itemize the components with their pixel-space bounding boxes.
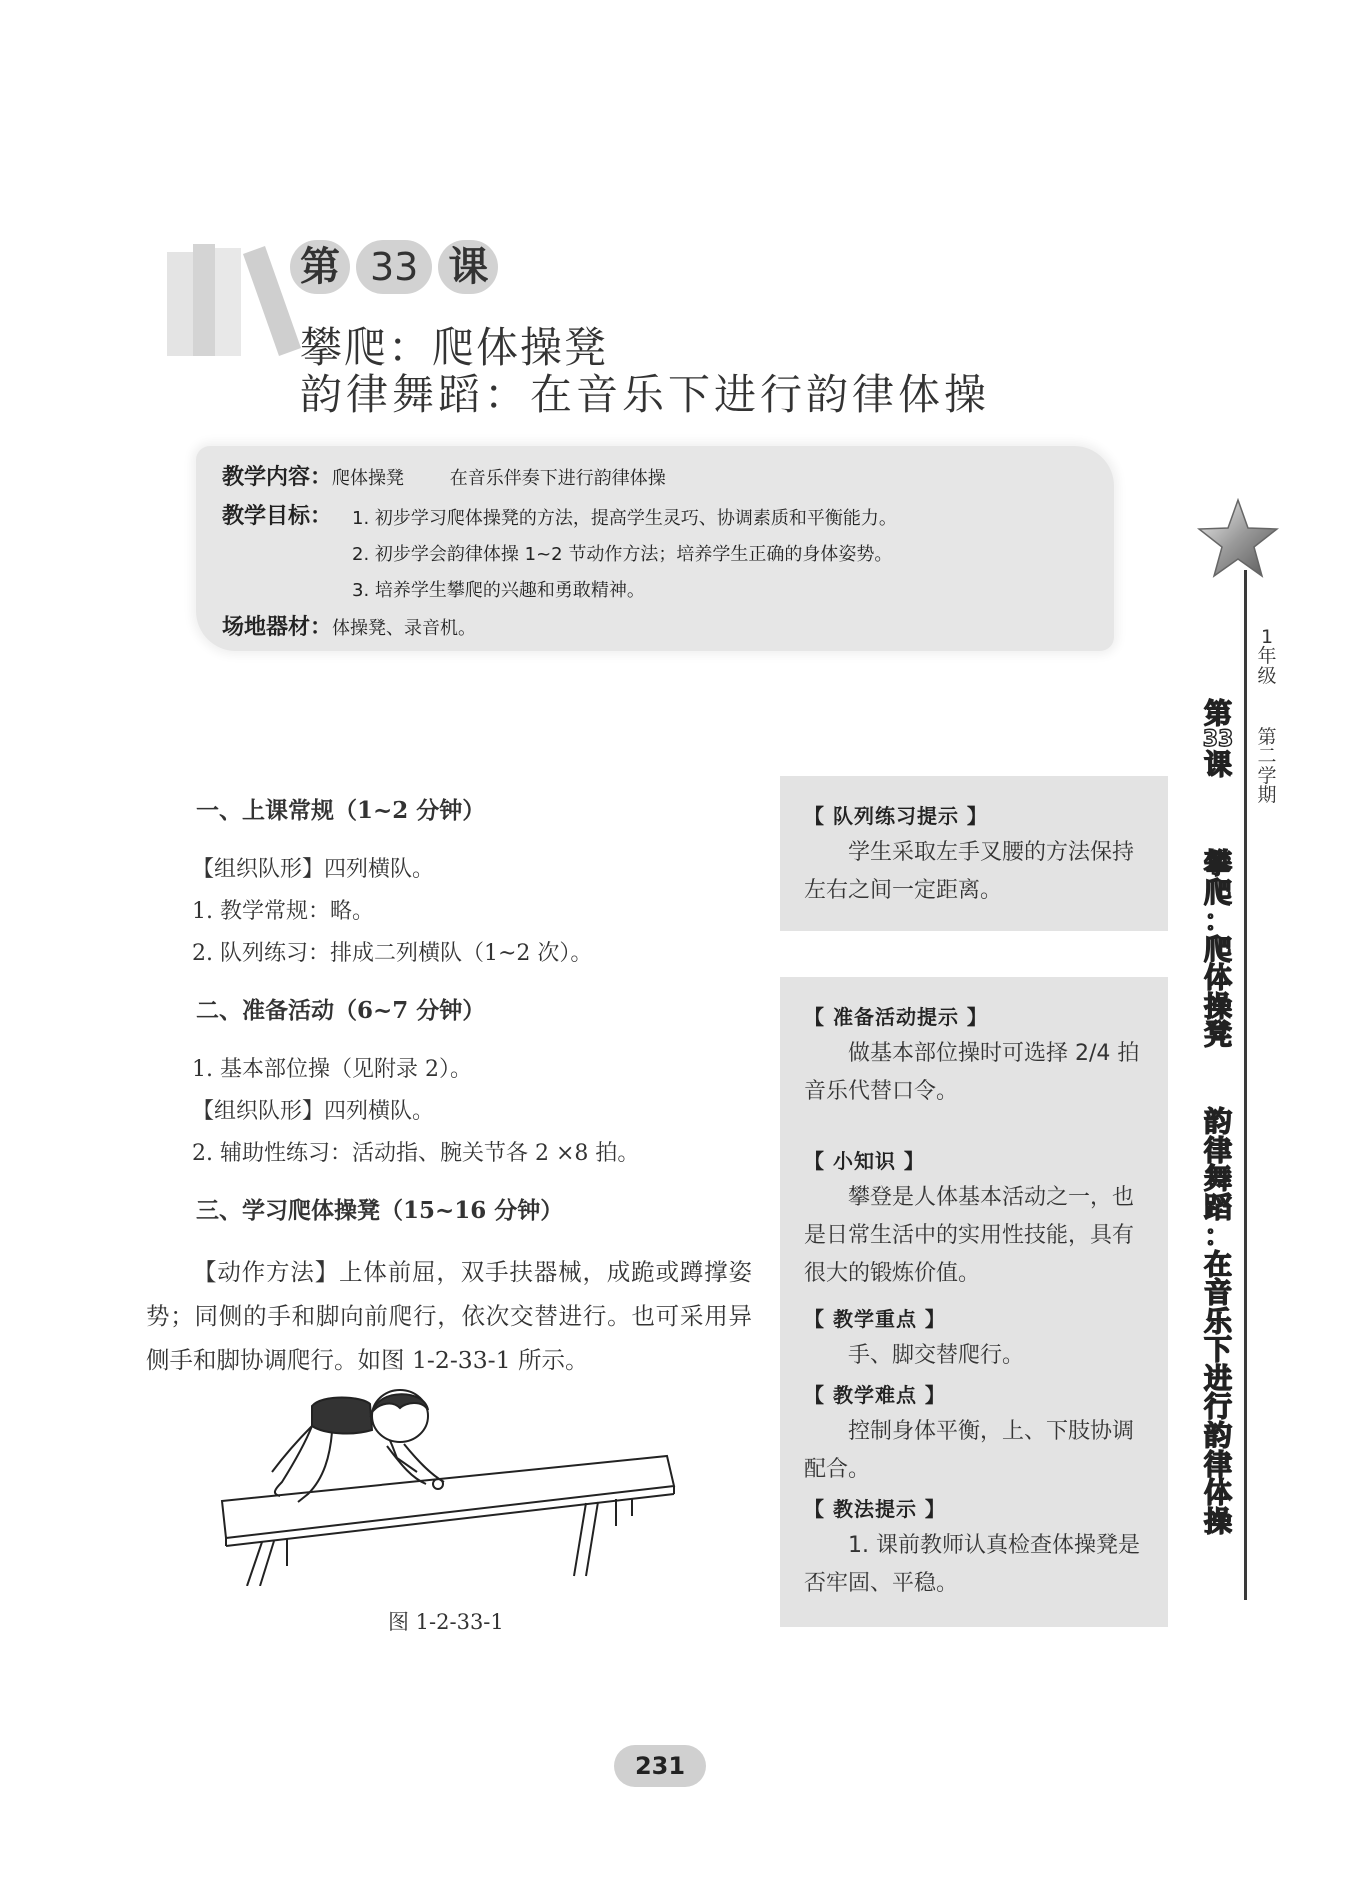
side-char: 年 xyxy=(1257,645,1277,668)
side-char: 进 xyxy=(1203,1361,1232,1395)
section1-line3: 2. 队列练习：排成二列横队（1~2 次）。 xyxy=(192,941,593,966)
side-char: 33 xyxy=(1202,726,1234,752)
bench-crawl-illustration xyxy=(212,1386,682,1586)
side-char: 课 xyxy=(1203,747,1232,781)
lesson-title-line2: 韵律舞蹈：在音乐下进行韵律体操 xyxy=(300,370,991,419)
equipment-value: 体操凳、录音机。 xyxy=(332,618,477,639)
goal-3: 3. 培养学生攀爬的兴趣和勇敢精神。 xyxy=(352,580,645,601)
section2-line2: 【组织队形】四列横队。 xyxy=(192,1099,435,1124)
side-char: 爬 xyxy=(1203,875,1232,909)
side-char: ： xyxy=(1203,904,1232,938)
section1-line2: 1. 教学常规：略。 xyxy=(192,899,374,924)
side-char: 爬 xyxy=(1203,932,1232,966)
side-char: 乐 xyxy=(1203,1304,1232,1338)
goals-label: 教学目标： xyxy=(222,504,333,529)
side-char: 学 xyxy=(1257,764,1277,787)
side-char: 韵 xyxy=(1203,1105,1232,1138)
note3-text: 攀登是人体基本活动之一，也是日常生活中的实用性技能，具有很大的锻炼价值。 xyxy=(804,1185,1135,1286)
section2-line1: 1. 基本部位操（见附录 2）。 xyxy=(192,1057,472,1082)
note2-text: 做基本部位操时可选择 2/4 拍音乐代替口令。 xyxy=(804,1041,1140,1104)
note6-text: 1. 课前教师认真检查体操凳是否牢固、平稳。 xyxy=(804,1533,1140,1596)
equipment-label: 场地器材： xyxy=(222,615,333,640)
side-char: ： xyxy=(1203,1219,1232,1253)
side-char: 凳 xyxy=(1203,1018,1232,1052)
note5-text: 控制身体平衡，上、下肢协调配合。 xyxy=(804,1419,1135,1482)
lesson-suffix: 课 xyxy=(438,240,498,294)
goal-1: 1. 初步学习爬体操凳的方法，提高学生灵巧、协调素质和平衡能力。 xyxy=(352,508,897,529)
note5-heading: 【 教学难点 】 xyxy=(804,1383,946,1407)
note-box-main xyxy=(780,977,1168,1627)
lesson-number-badge xyxy=(290,240,498,294)
side-char: 第 xyxy=(1203,697,1232,730)
side-char: 韵 xyxy=(1203,1419,1232,1453)
side-char: 操 xyxy=(1203,1504,1232,1538)
side-char: 下 xyxy=(1203,1333,1232,1367)
side-lesson-label xyxy=(1199,697,1237,781)
side-char: 体 xyxy=(1203,961,1232,995)
note4-heading: 【 教学重点 】 xyxy=(804,1307,946,1331)
side-char: 操 xyxy=(1203,989,1232,1023)
section2-heading: 二、准备活动（6~7 分钟） xyxy=(196,997,486,1024)
side-semester-label xyxy=(1254,728,1280,806)
note3-heading: 【 小知识 】 xyxy=(804,1149,925,1173)
side-char: 1 xyxy=(1260,626,1274,648)
side-char: 级 xyxy=(1257,664,1277,687)
side-char: 二 xyxy=(1257,745,1277,768)
note2-heading: 【 准备活动提示 】 xyxy=(804,1005,988,1029)
goal-2: 2. 初步学会韵律体操 1~2 节动作方法；培养学生正确的身体姿势。 xyxy=(352,544,893,565)
content-value: 爬体操凳 在音乐伴奏下进行韵律体操 xyxy=(332,468,666,489)
note-box-formation xyxy=(780,776,1168,931)
note1-text: 学生采取左手叉腰的方法保持左右之间一定距离。 xyxy=(804,840,1135,903)
side-char: 攀 xyxy=(1203,847,1232,880)
page-number: 231 xyxy=(614,1745,706,1787)
note4-text: 手、脚交替爬行。 xyxy=(848,1343,1025,1368)
figure-caption: 图 1-2-33-1 xyxy=(388,1610,504,1634)
side-char: 第 xyxy=(1257,726,1277,748)
side-vertical-rule xyxy=(1244,570,1247,1600)
side-char: 律 xyxy=(1203,1133,1232,1167)
lesson-title-line1: 攀爬：爬体操凳 xyxy=(300,323,609,372)
side-char: 律 xyxy=(1203,1447,1232,1481)
side-char: 蹈 xyxy=(1203,1190,1232,1224)
side-char: 期 xyxy=(1257,784,1277,807)
side-grade-label xyxy=(1254,628,1280,686)
side-char: 体 xyxy=(1203,1476,1232,1510)
note1-heading: 【 队列练习提示 】 xyxy=(804,804,988,828)
side-title2 xyxy=(1199,1105,1237,1538)
books-decoration-icon xyxy=(163,240,303,360)
section3-paragraph: 【动作方法】上体前屈，双手扶器械，成跪或蹲撑姿势；同侧的手和脚向前爬行，依次交替进行。也可采用异侧手和脚协调爬行。如图 1-2-33-1 所示。 xyxy=(146,1258,752,1374)
lesson-number: 33 xyxy=(356,240,432,294)
star-icon xyxy=(1197,498,1279,578)
lesson-info-box xyxy=(196,446,1114,651)
note6-heading: 【 教法提示 】 xyxy=(804,1497,946,1521)
content-label: 教学内容： xyxy=(222,465,333,490)
section1-heading: 一、上课常规（1~2 分钟） xyxy=(196,797,486,824)
lesson-prefix: 第 xyxy=(290,240,350,294)
side-char: 在 xyxy=(1203,1247,1232,1281)
side-char: 行 xyxy=(1203,1390,1232,1424)
side-char: 舞 xyxy=(1203,1162,1232,1196)
section3-heading: 三、学习爬体操凳（15~16 分钟） xyxy=(196,1197,564,1224)
side-title1 xyxy=(1199,847,1237,1052)
section1-line1: 【组织队形】四列横队。 xyxy=(192,857,435,882)
side-char: 音 xyxy=(1203,1276,1232,1310)
section2-line3: 2. 辅助性练习：活动指、腕关节各 2 ×8 拍。 xyxy=(192,1141,640,1166)
